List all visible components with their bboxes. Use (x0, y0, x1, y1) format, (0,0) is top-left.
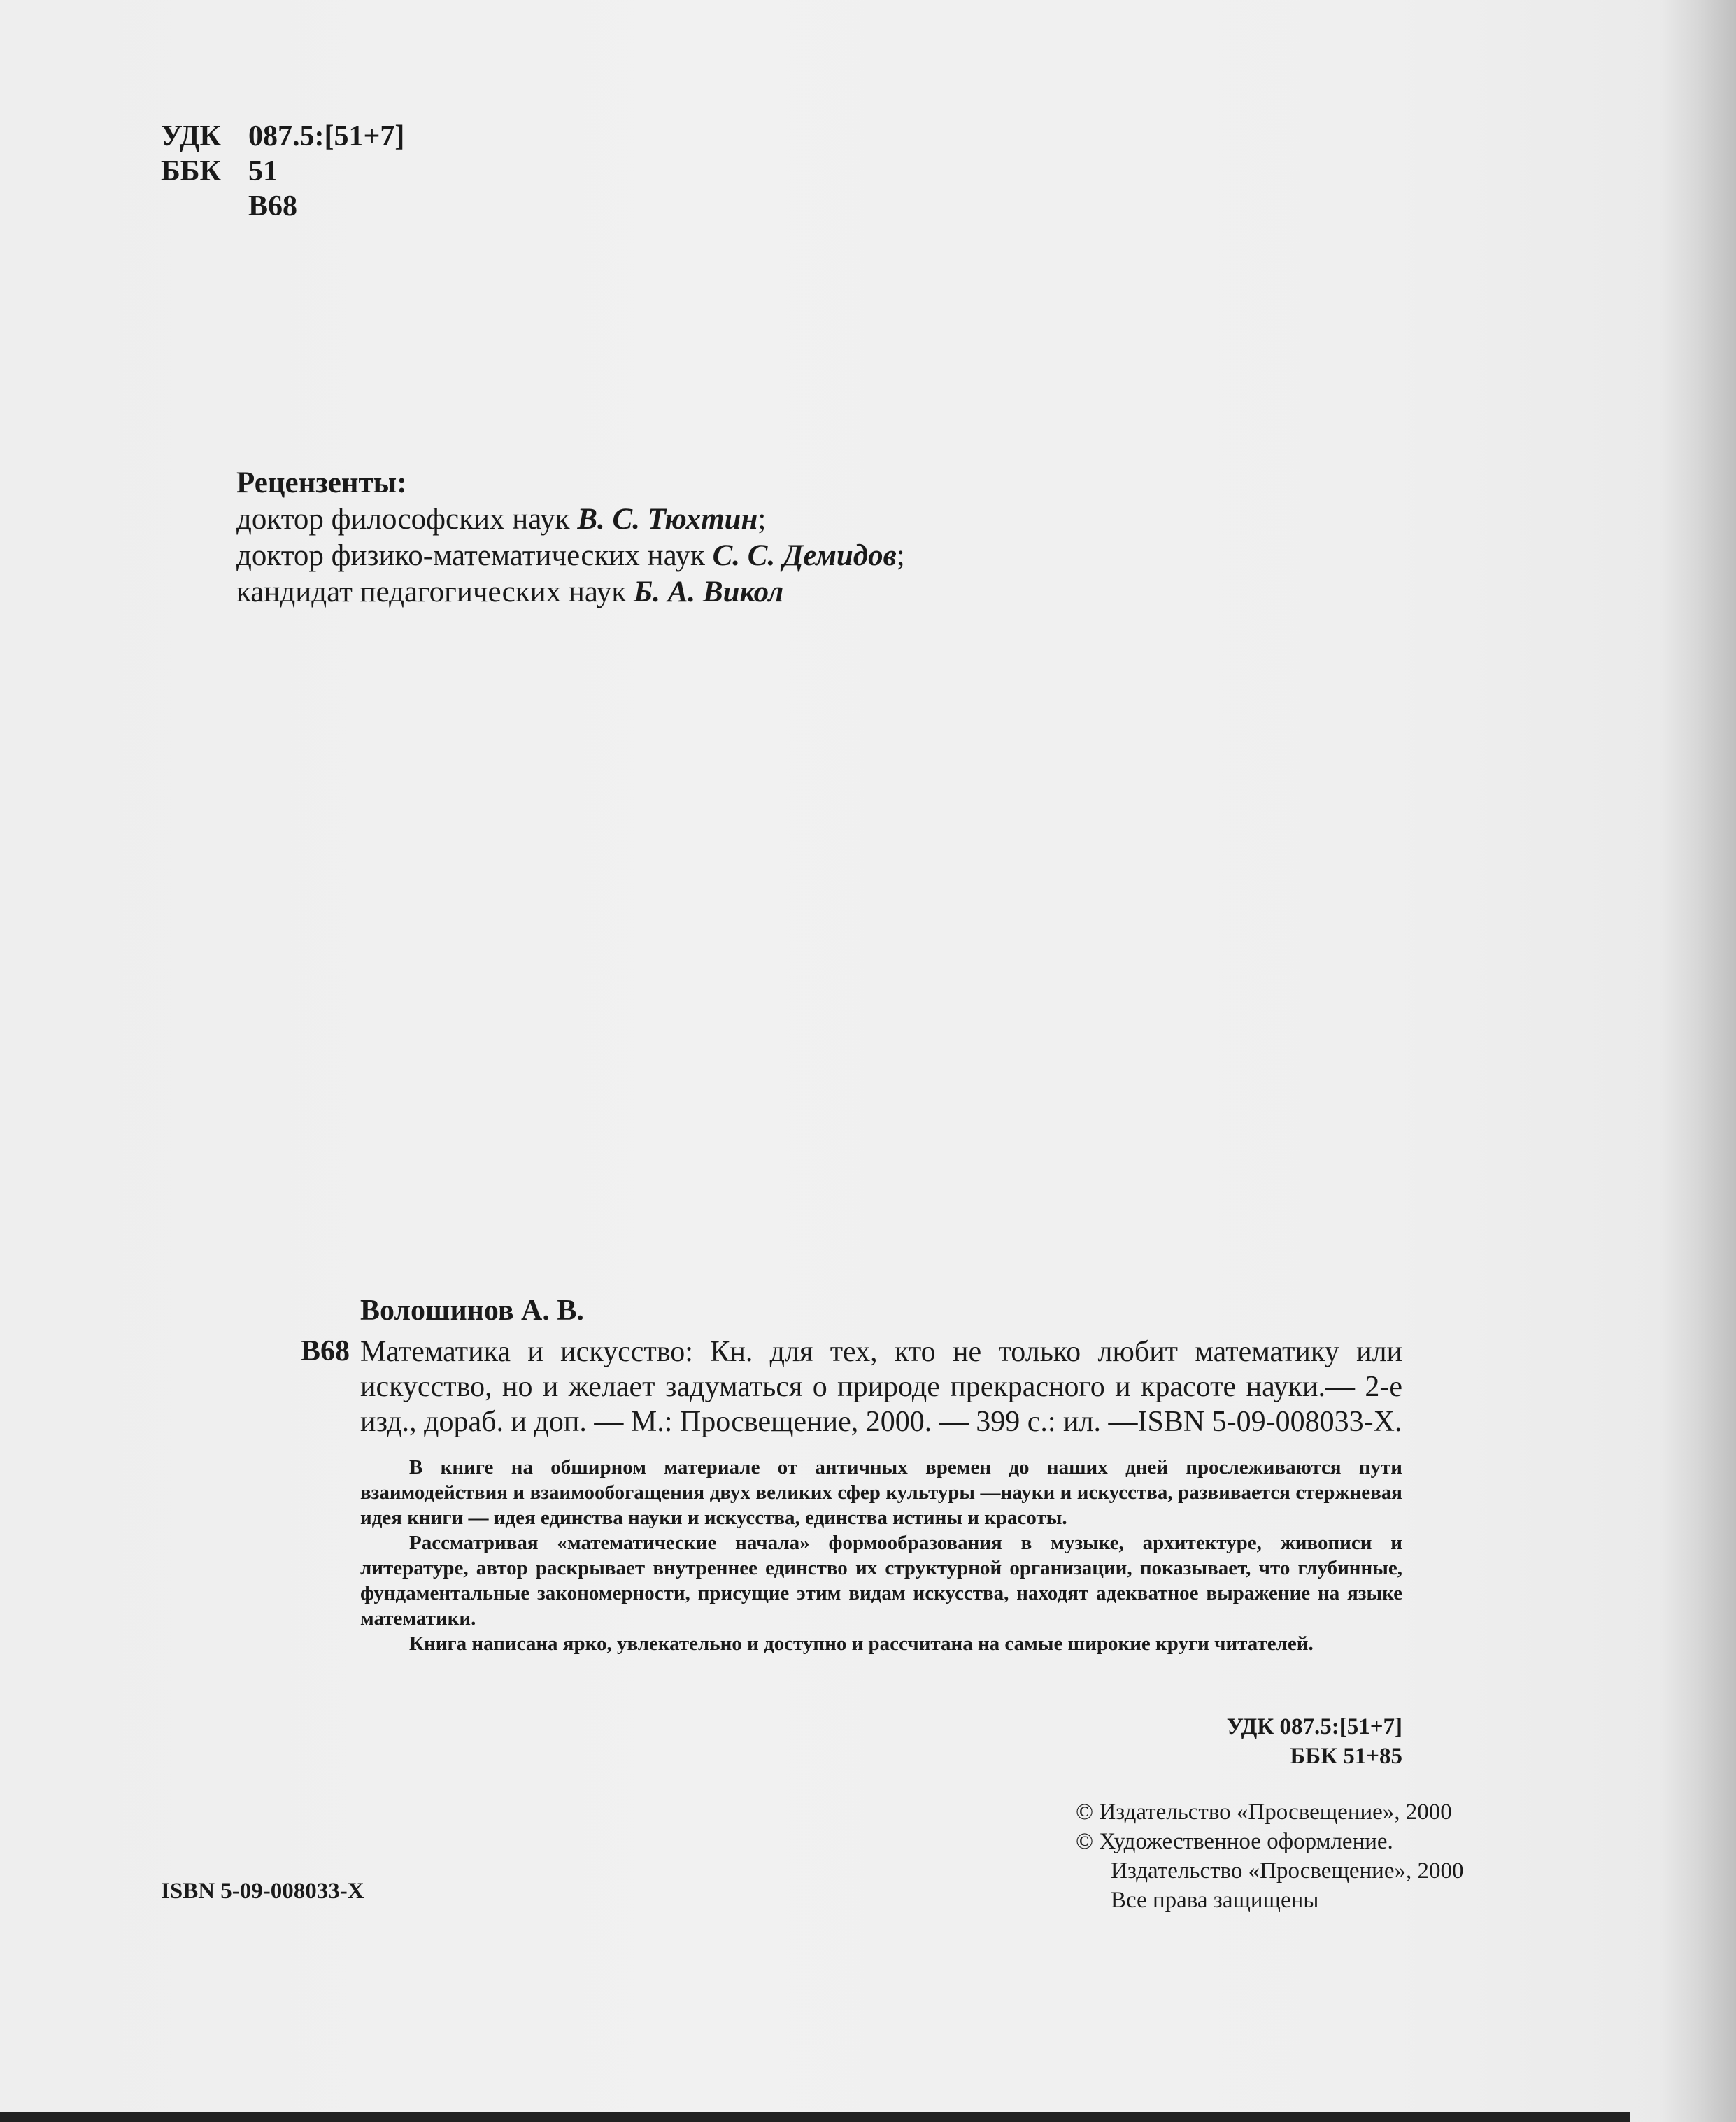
card-udk: УДК 087.5:[51+7] (1226, 1714, 1402, 1739)
reviewers-heading: Рецензенты: (236, 467, 407, 499)
isbn: ISBN 5-09-008033-Х (161, 1879, 364, 1904)
reviewers-block (236, 465, 905, 611)
copyright-line: © Художественное оформление. (1076, 1829, 1393, 1854)
page-edge-shadow (1659, 0, 1736, 2122)
udk-value: 087.5:[51+7] (248, 120, 405, 152)
reviewer-line: кандидат педагогических наук Б. А. Викол (236, 576, 784, 608)
author-code: В68 (248, 190, 298, 222)
reviewer-name: В. С. Тюхтин (577, 503, 758, 536)
copyright-line: Издательство «Просвещение», 2000 (1111, 1858, 1464, 1884)
reviewer-name: С. С. Демидов (712, 539, 897, 572)
annotation-paragraph: Рассматривая «математические начала» формообразования в музыке, архитектуре, живописи и литературе, автор раскрывает внутреннее единство их структурной организации, показывает, что глубинные, фундаментальные закономерности, присущие этим видам искусства, находят адекватное выражение на языке математики. (360, 1532, 1402, 1630)
card-code: В68 (301, 1335, 350, 1367)
card-classification (1227, 1712, 1402, 1771)
annotation-paragraph: В книге на обширном материале от античных времен до наших дней прослеживаются пути взаимодействия и взаимообогащения двух великих сфер культуры —науки и искусства, развивается стержневая идея книги — идея единства науки и искусства, единства истины и красоты. (360, 1456, 1402, 1529)
bbk-label: ББК (161, 155, 221, 187)
classification-block (161, 119, 404, 224)
card-annotation (360, 1455, 1402, 1656)
annotation-paragraph: Книга написана ярко, увлекательно и доступно и рассчитана на самые широкие круги читателей. (409, 1632, 1314, 1655)
card-description: Математика и искусство: Кн. для тех, кто не только любит математику или искусство, но и желает задуматься о природе прекрасного и красоте науки.— 2-е изд., дораб. и доп. — М.: Просвещение, 2000. — 399 с.: ил. —ISBN 5-09-008033-Х. (360, 1336, 1402, 1438)
bbk-value: 51 (248, 155, 278, 187)
reviewer-line: доктор физико-математических наук С. С. Демидов; (236, 539, 905, 572)
reviewer-name: Б. А. Викол (633, 576, 784, 608)
udk-label: УДК (161, 120, 221, 152)
copyright-line: © Издательство «Просвещение», 2000 (1076, 1800, 1452, 1825)
rights-reserved: Все права защищены (1111, 1888, 1319, 1913)
reviewer-line: доктор философских наук В. С. Тюхтин; (236, 503, 767, 536)
card-bbk: ББК 51+85 (1290, 1744, 1402, 1769)
page-bottom-edge (0, 2112, 1630, 2122)
copyright-block (1076, 1797, 1463, 1915)
card-author: Волошинов А. В. (360, 1295, 584, 1327)
